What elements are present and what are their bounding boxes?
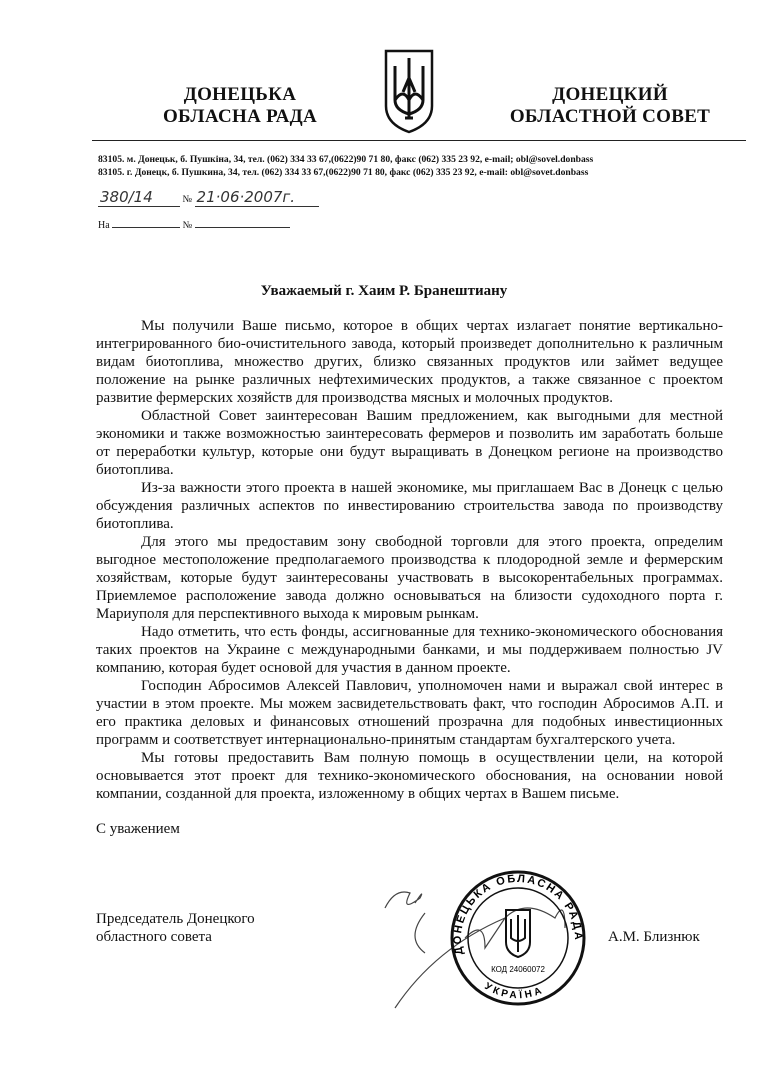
stamp-text-top: ДОНЕЦЬКА ОБЛАСНА РАДА [451,872,585,956]
signer-title-line: областного совета [96,929,212,945]
paragraph: Из-за важности этого проекта в нашей экономике, мы приглашаем Вас в Донецк с целью обсуждения различных аспектов по инвестированию строительства завода по производству биотоплива. [96,480,723,532]
number-sign: № [182,194,193,205]
letter-date: 21·06·2007г. [195,188,319,207]
number-sign: № [182,220,193,231]
reply-reference-line [98,216,290,236]
stamp-text-bottom: УКРАЇНА [482,980,547,1002]
signer-title-line: Председатель Донецкого [96,911,255,927]
paragraph: Мы получили Ваше письмо, которое в общих чертах излагает понятие вертикально-интегрированного био-очистительного завода, который произведет дополнительно к различным видам биотоплива, множество других, близко связанных продуктов или займет ведущее положение на рынке различных нефтехимических продуктов, а также связанное с проектом развитие фермерских хозяйств для производства мясных и молочных продуктов. [96,318,723,406]
address-russian: 83105. г. Донецк, б. Пушкина, 34, тел. (062) 334 33 67,(0622)90 71 80, факс (062) 335 23 92, e-mail: obl@sovet.donbass [98,167,589,178]
greeting: Уважаемый г. Хаим Р. Бранештиану [260,283,508,299]
coat-of-arms-icon [383,48,435,134]
signer-title [96,910,255,946]
address-ukrainian: 83105. м. Донецьк, б. Пушкіна, 34, тел. (062) 334 33 67,(0622)90 71 80, факс (062) 335 23 92, e-mail; obl@sovel.donbass [98,154,594,165]
letter-content [96,317,723,1033]
org-line: ОБЛАСТНОЙ СОВЕТ [509,106,711,127]
paragraph: Областной Совет заинтересован Вашим предложением, как выгодными для местной экономики и также возможностью заинтересовать фермеров и позволить им заработать больше от переработки культур, которые они будут выращивать в Донецком регионе на производство биотоплива. [96,408,723,478]
paragraph: Для этого мы предоставим зону свободной торговли для этого проекта, определим выгодное местоположение предполагаемого производства к плодородной земле и фермерским хозяйствам, которые будут заинтересованы участвовать в высокорентабельных программах. Приемлемое расположение завода должно основываться на близости судоходного порта г. Мариуполя для перспективного выхода к мировым рынкам. [96,534,723,622]
stamp-code: КОД 24060072 [491,965,545,974]
official-stamp-and-signature [365,858,605,1028]
header-org-ukrainian [120,84,360,128]
letter-body [96,317,723,803]
signature-block [96,858,723,1033]
closing: С уважением [96,821,180,837]
org-line: ОБЛАСНА РАДА [162,106,318,127]
reference-line [98,188,319,210]
paragraph: Господин Абросимов Алексей Павлович, уполномочен нами и выражал свой интерес в участии в этом проекте. Мы можем засвидетельствовать факт, что господин Абросимов А.П. и его практика деловых и финансовых отношений прозрачна для подобных инвестиционных программ и соответствует интернационально-принятым стандартам бухгалтерского учета. [96,678,723,748]
paragraph: Мы готовы предоставить Вам полную помощь в осуществлении цели, на которой основывается этот проект для технико-экономического обоснования, на основании новой компании, созданной для проекта, изложенному в общих чертах в Вашем письме. [96,750,723,802]
signer-name: А.М. Близнюк [608,929,700,945]
org-line: ДОНЕЦКИЙ [552,84,668,105]
org-line: ДОНЕЦЬКА [183,84,297,105]
paragraph: Надо отметить, что есть фонды, ассигнованные для технико-экономического обоснования таких проектов на Украине с международными банками, и мы поддерживаем полностью JV компанию, которая будет основой для участия в данном проекте. [96,624,723,676]
outgoing-number: 380/14 [98,188,180,207]
header-org-russian [480,84,740,128]
header-divider [92,140,746,141]
on-label: На [98,220,110,231]
